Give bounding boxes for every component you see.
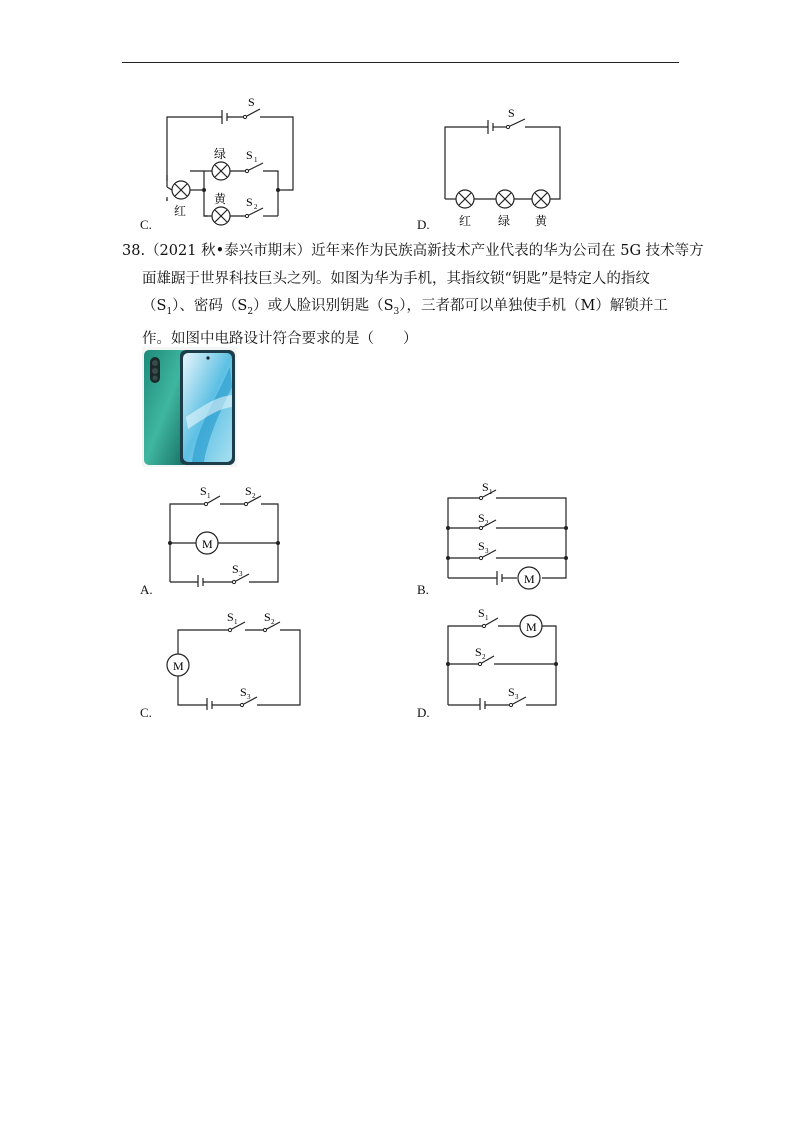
q37-option-c-label: C. <box>140 217 152 232</box>
switch-s1-sub: 1 <box>234 618 238 626</box>
q38-option-a-label: A. <box>140 582 153 597</box>
q38-line1: 近年来作为民族高新技术产业代表的华为公司在 5G 技术等方 <box>311 243 704 259</box>
q38-line3 <box>122 293 692 326</box>
q37-circuit-d <box>435 105 575 230</box>
q38-line4: 作。如图中电路设计符合要求的是（ ） <box>142 331 418 348</box>
switch-s3-label: S <box>240 685 247 699</box>
lamp-green-icon <box>496 190 514 208</box>
q38-circuit-c <box>160 605 310 710</box>
lamp-yellow-icon <box>532 190 550 208</box>
switch-s2-sub: 2 <box>482 653 486 661</box>
motor-label: M <box>526 620 537 634</box>
switch-s3-sub: 3 <box>247 693 251 701</box>
switch-s1-label: S <box>246 148 253 162</box>
switch-s3-label: S <box>232 562 239 576</box>
switch-s3-sub: 3 <box>515 693 519 701</box>
switch-s2-label: S <box>246 195 253 209</box>
switch-s2-sub: 2 <box>485 519 489 527</box>
switch-s3-sub: 3 <box>485 547 489 555</box>
lamp-yellow-icon <box>212 207 230 225</box>
q37-circuit-c <box>150 95 310 230</box>
switch-s3-label: S <box>508 685 515 699</box>
q38-question-text <box>122 238 704 354</box>
switch-s1-label: S <box>478 606 485 620</box>
q38-source: （2021 秋•泰兴市期末） <box>145 243 312 259</box>
lamp-red-icon <box>456 190 474 208</box>
q38-line3-sub1: 1 <box>166 306 173 317</box>
lamp-red-label: 红 <box>459 214 472 228</box>
q38-line3-a: （S <box>142 298 167 314</box>
switch-s2-label: S <box>475 645 482 659</box>
switch-s1-sub: 1 <box>489 488 493 496</box>
q38-option-c-label: C. <box>140 705 152 720</box>
switch-s2-sub: 2 <box>252 492 256 500</box>
lamp-red-label: 红 <box>174 204 187 218</box>
switch-s1-sub: 1 <box>207 492 211 500</box>
switch-s1-sub: 1 <box>485 614 489 622</box>
switch-s1-label: S <box>200 484 207 498</box>
lamp-yellow-label: 黄 <box>214 192 227 206</box>
q38-circuit-d <box>438 600 568 710</box>
switch-s2-label: S <box>245 484 252 498</box>
q38-option-b-label: B. <box>417 582 429 597</box>
switch-s-label: S <box>508 106 515 120</box>
q38-option-d-label: D. <box>417 705 430 720</box>
header-rule <box>122 62 679 63</box>
q38-circuit-b <box>438 478 578 590</box>
switch-s3-sub: 3 <box>239 570 243 578</box>
lamp-green-icon <box>212 162 230 180</box>
q37-option-d-label: D. <box>417 217 430 232</box>
q38-line3-sub3: 3 <box>393 306 400 317</box>
motor-label: M <box>173 659 184 673</box>
switch-s2-sub: 2 <box>271 618 275 626</box>
motor-label: M <box>524 572 535 586</box>
switch-s1-label: S <box>482 480 489 494</box>
q38-line3-g: ），三者都可以单独使手机（M）解锁并工 <box>399 298 668 314</box>
switch-s-label: S <box>248 95 255 109</box>
huawei-phone-image <box>142 347 237 467</box>
lamp-green-label: 绿 <box>214 147 227 161</box>
motor-label: M <box>202 537 213 551</box>
lamp-yellow-label: 黄 <box>535 214 548 228</box>
q38-line2: 面雄踞于世界科技巨头之列。如图为华为手机，其指纹锁“钥匙”是特定人的指纹 <box>142 270 650 287</box>
lamp-green-label: 绿 <box>498 214 511 228</box>
q38-number: 38. <box>122 243 146 259</box>
switch-s1-sub: 1 <box>254 156 258 164</box>
switch-s2-label: S <box>478 511 485 525</box>
q38-line3-c: ）、密码（S <box>172 298 248 314</box>
q38-circuit-a <box>160 482 290 587</box>
switch-s1-label: S <box>227 610 234 624</box>
switch-s2-sub: 2 <box>254 203 258 211</box>
q38-line3-e: ）或人脸识别钥匙（S <box>253 298 394 314</box>
lamp-red-icon <box>167 175 190 199</box>
q38-line3-sub2: 2 <box>247 306 254 317</box>
switch-s2-label: S <box>264 610 271 624</box>
switch-s3-label: S <box>478 539 485 553</box>
